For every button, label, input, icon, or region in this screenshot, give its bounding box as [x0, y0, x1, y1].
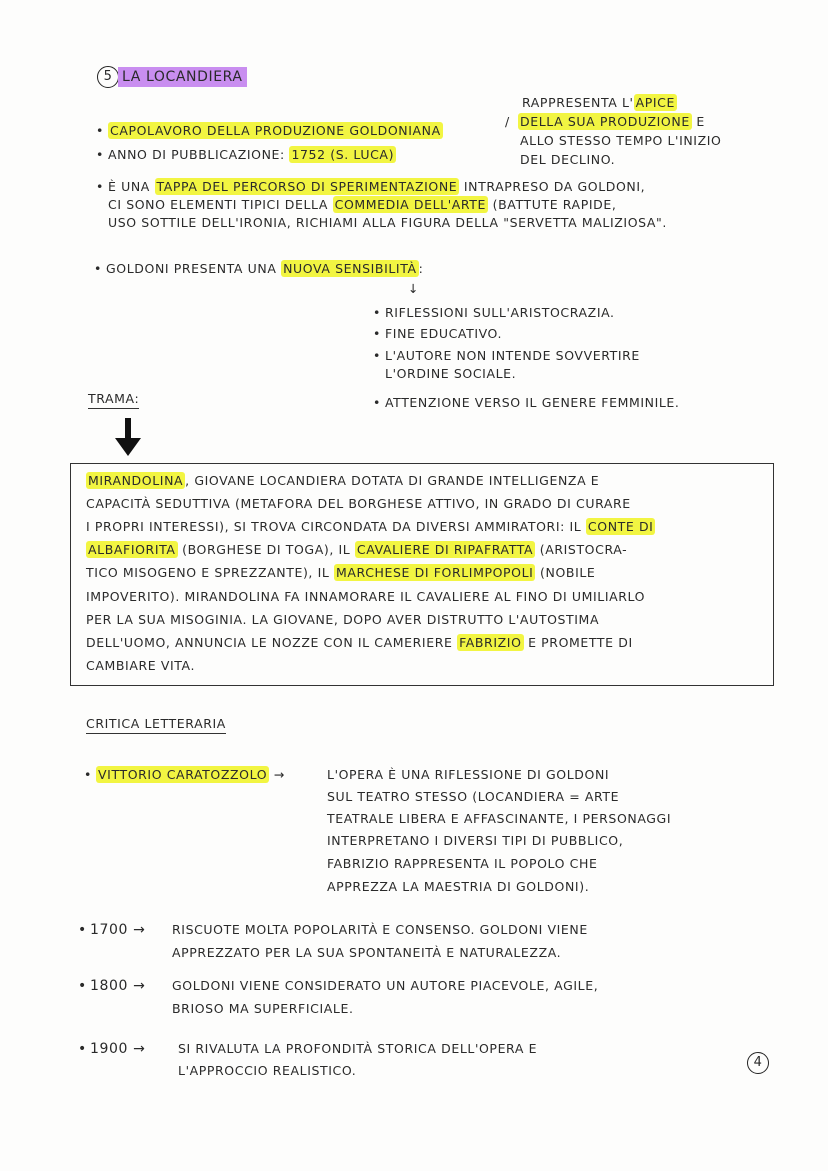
trama-line: CAMBIARE VITA.	[86, 658, 196, 673]
century-1700: • 1700 →	[90, 921, 145, 939]
trama-line: IMPOVERITO). MIRANDOLINA FA INNAMORARE IL CAVALIERE AL FINO DI UMILIARLO	[86, 589, 646, 604]
critic-text: FABRIZIO RAPPRESENTA IL POPOLO CHE	[327, 856, 598, 871]
critic-name: • VITTORIO CARATOZZOLO →	[96, 766, 285, 784]
section-title: LA LOCANDIERA	[118, 68, 247, 86]
critic-text: APPREZZA LA MAESTRIA DI GOLDONI).	[327, 879, 590, 894]
sub-point: • FINE EDUCATIVO.	[385, 325, 502, 343]
slash: /	[505, 114, 510, 129]
bullet-anno: • ANNO DI PUBBLICAZIONE: 1752 (S. LUCA)	[108, 146, 396, 164]
trama-line: MIRANDOLINA , GIOVANE LOCANDIERA DOTATA DI GRANDE INTELLIGENZA E	[88, 473, 600, 488]
side-note-1: RAPPRESENTA L' APICE	[522, 95, 675, 110]
critic-text: L'OPERA È UNA RIFLESSIONE DI GOLDONI	[327, 767, 610, 782]
century-1900: • 1900 →	[90, 1040, 145, 1058]
sub-point-cont: L'ORDINE SOCIALE.	[385, 366, 517, 381]
bullet-tappa: • È UNA TAPPA DEL PERCORSO DI SPERIMENTAZIONE INTRAPRESO DA GOLDONI,	[108, 178, 645, 196]
trama-line: PER LA SUA MISOGINIA. LA GIOVANE, DOPO AVER DISTRUTTO L'AUTOSTIMA	[86, 612, 600, 627]
side-note-2: DELLA SUA PRODUZIONE E	[520, 114, 705, 129]
critic-text: SUL TEATRO STESSO (LOCANDIERA = ARTE	[327, 789, 620, 804]
trama-line: I PROPRI INTERESSI), SI TROVA CIRCONDATA DA DIVERSI AMMIRATORI: IL CONTE DI	[86, 519, 654, 534]
side-note-3: ALLO STESSO TEMPO L'INIZIO	[520, 133, 722, 148]
critica-heading: CRITICA LETTERARIA	[86, 715, 226, 734]
trama-line: DELL'UOMO, ANNUNCIA LE NOZZE CON IL CAMERIERE FABRIZIO E PROMETTE DI	[86, 635, 633, 650]
sub-point: • L'AUTORE NON INTENDE SOVVERTIRE	[385, 347, 640, 365]
critic-text: INTERPRETANO I DIVERSI TIPI DI PUBBLICO,	[327, 833, 624, 848]
century-text: SI RIVALUTA LA PROFONDITÀ STORICA DELL'OPERA E	[178, 1041, 538, 1056]
century-text: APPREZZATO PER LA SUA SPONTANEITÀ E NATURALEZZA.	[172, 945, 562, 960]
side-note-4: DEL DECLINO.	[520, 152, 616, 167]
century-text: BRIOSO MA SUPERFICIALE.	[172, 1001, 354, 1016]
big-down-arrow-icon	[113, 418, 143, 458]
century-1800: • 1800 →	[90, 977, 145, 995]
trama-line: CAPACITÀ SEDUTTIVA (METAFORA DEL BORGHESE ATTIVO, IN GRADO DI CURARE	[86, 496, 631, 511]
century-text: RISCUOTE MOLTA POPOLARITÀ E CONSENSO. GOLDONI VIENE	[172, 922, 588, 937]
line-commedia: CI SONO ELEMENTI TIPICI DELLA COMMEDIA DELL'ARTE (BATTUTE RAPIDE,	[108, 197, 617, 212]
trama-line: ALBAFIORITA (BORGHESE DI TOGA), IL CAVALIERE DI RIPAFRATTA (ARISTOCRA-	[88, 542, 628, 557]
critic-text: TEATRALE LIBERA E AFFASCINANTE, I PERSONAGGI	[327, 811, 672, 826]
bullet-sensibilita: • GOLDONI PRESENTA UNA NUOVA SENSIBILITÀ :	[106, 260, 423, 278]
section-number: 5	[97, 66, 119, 88]
trama-heading: TRAMA:	[88, 390, 139, 409]
sub-point: • RIFLESSIONI SULL'ARISTOCRAZIA.	[385, 304, 615, 322]
bullet-capolavoro: • CAPOLAVORO DELLA PRODUZIONE GOLDONIANA	[108, 122, 443, 140]
trama-line: TICO MISOGENO E SPREZZANTE), IL MARCHESE DI FORLIMPOPOLI (NOBILE	[86, 565, 596, 580]
sub-point: • ATTENZIONE VERSO IL GENERE FEMMINILE.	[385, 394, 680, 412]
century-text: L'APPROCCIO REALISTICO.	[178, 1063, 357, 1078]
down-arrow-icon: ↓	[408, 281, 420, 296]
century-text: GOLDONI VIENE CONSIDERATO UN AUTORE PIACEVOLE, AGILE,	[172, 978, 599, 993]
line-ironia: USO SOTTILE DELL'IRONIA, RICHIAMI ALLA FIGURA DELLA "SERVETTA MALIZIOSA".	[108, 215, 667, 230]
page-number: 4	[747, 1052, 769, 1074]
